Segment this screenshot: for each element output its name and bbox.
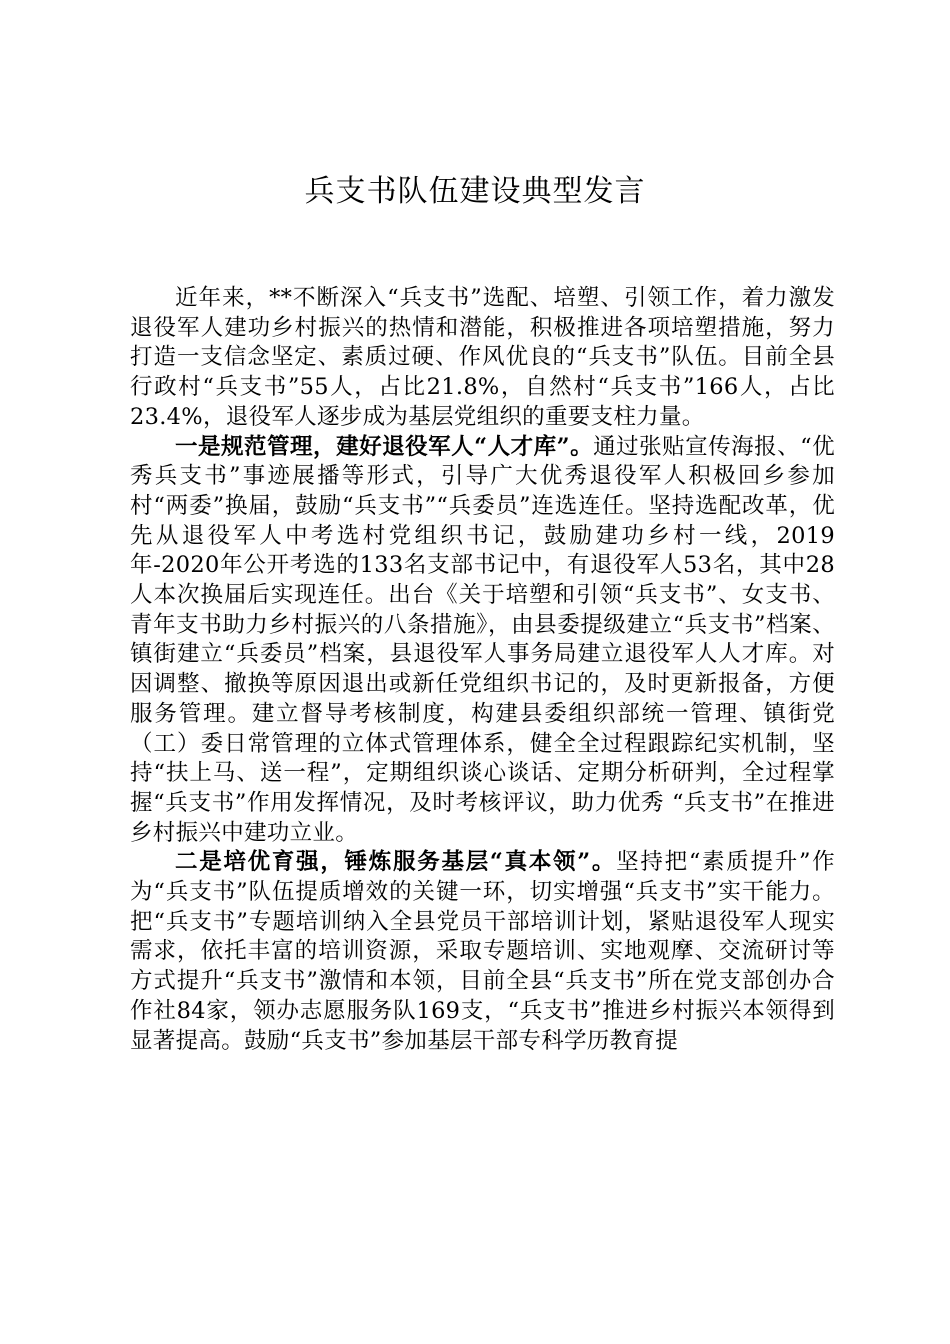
paragraph-text: 通过张贴宣传海报、“优秀兵支书”事迹展播等形式，引导广大优秀退役军人积极回乡参加村“两委”换届，鼓励“兵支书”“兵委员”连选连任。坚持选配改革，优先从退役军人中考选村党组织书记，鼓励建功乡村一线，2019年-2020年公开考选的133名支部书记中，有退役军人53名，其中28人本次换届后实现连任。出台《关于培塑和引领“兵支书”、女支书、青年支书助力乡村振兴的八条措施》，由县委提级建立“兵支书”档案、镇街建立“兵委员”档案，县退役军人事务局建立退役军人人才库。对因调整、撤换等原因退出或新任党组织书记的，及时更新报备，方便服务管理。建立督导考核制度，构建县委组织部统一管理、镇街党（工）委日常管理的立体式管理体系，健全全过程跟踪纪实机制，坚持“扶上马、送一程”，定期组织谈心谈话、定期分析研判，全过程掌握“兵支书”作用发挥情况，及时考核评议，助力优秀 “兵支书”在推进乡村振兴中建功立业。 — [130, 433, 835, 846]
paragraph-lead: 一是规范管理，建好退役军人“人才库”。 — [175, 433, 594, 460]
paragraph-point-two — [130, 848, 835, 1056]
paragraph-intro — [130, 284, 835, 433]
paragraph-text: 坚持把“素质提升”作为“兵支书”队伍提质增效的关键一环，切实增强“兵支书”实干能力。把“兵支书”专题培训纳入全县党员干部培训计划，紧贴退役军人现实需求，依托丰富的培训资源，采取专题培训、实地观摩、交流研讨等方式提升“兵支书”激情和本领，目前全县“兵支书”所在党支部创办合作社84家，领办志愿服务队169支，“兵支书”推进乡村振兴本领得到显著提高。鼓励“兵支书”参加基层干部专科学历教育提 — [130, 849, 835, 1054]
paragraph-text: 近年来，**不断深入“兵支书”选配、培塑、引领工作，着力激发退役军人建功乡村振兴的热情和潜能，积极推进各项培塑措施，努力打造一支信念坚定、素质过硬、作风优良的“兵支书”队伍。目前全县行政村“兵支书”55人，占比21.8%，自然村“兵支书”166人，占比23.4%，退役军人逐步成为基层党组织的重要支柱力量。 — [130, 285, 835, 430]
paragraph-point-one — [130, 433, 835, 849]
paragraph-lead: 二是培优育强，锤炼服务基层“真本领”。 — [175, 849, 617, 876]
document-body — [130, 284, 835, 1056]
page-title: 兵支书队伍建设典型发言 — [304, 174, 646, 209]
